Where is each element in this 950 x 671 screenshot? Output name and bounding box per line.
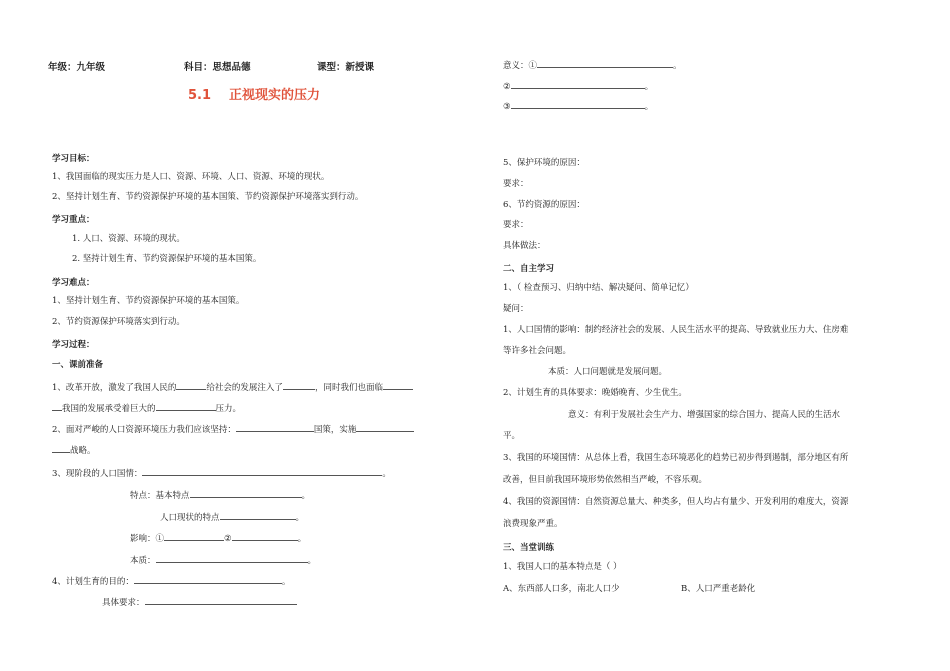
meaning-3-period: 。 bbox=[644, 102, 654, 112]
title-number: 5.1 bbox=[188, 88, 212, 103]
answer-2-line-3: 平。 bbox=[503, 431, 521, 441]
blank-field[interactable] bbox=[176, 380, 206, 390]
blank-field[interactable] bbox=[164, 531, 224, 541]
blank-field[interactable] bbox=[52, 401, 62, 411]
key-point-1: 1. 人口、资源、环境的现状。 bbox=[72, 234, 185, 244]
meaning-2-label: ② bbox=[503, 82, 511, 92]
essence-period: 。 bbox=[307, 556, 317, 566]
impact-2-label: ② bbox=[224, 534, 232, 544]
blank-field[interactable] bbox=[52, 443, 70, 453]
pop-feature-label: 人口现状的特点 bbox=[160, 513, 220, 523]
q2-text-c: 战略。 bbox=[70, 446, 96, 456]
q2-text-b: 国策，实施 bbox=[313, 425, 357, 435]
method-label: 具体做法： bbox=[503, 241, 546, 251]
self-study-heading: 二、自主学习 bbox=[503, 264, 555, 274]
question-6: 6、节约资源的原因： bbox=[503, 200, 585, 210]
blank-field[interactable] bbox=[134, 574, 282, 584]
blank-field[interactable] bbox=[145, 595, 297, 605]
option-a[interactable]: A、东西部人口多，南北人口少 bbox=[503, 584, 620, 594]
answer-1-line-3: 本质：人口问题就是发展问题。 bbox=[548, 367, 668, 377]
answer-4-line-1: 4、我国的资源国情：自然资源总量大、种类多，但人均占有量少、开发利用的难度大，资源 bbox=[503, 497, 849, 507]
specific-req-label: 具体要求： bbox=[102, 598, 145, 608]
question-5: 5、保护环境的原因： bbox=[503, 158, 585, 168]
feature-line bbox=[130, 488, 310, 502]
question-4 bbox=[52, 574, 290, 588]
pop-feature-period: 。 bbox=[295, 513, 305, 523]
meaning-line-3 bbox=[503, 99, 653, 113]
blank-field[interactable] bbox=[156, 401, 216, 411]
blank-field[interactable] bbox=[511, 79, 645, 89]
goal-2: 2、坚持计划生育、节约资源保护环境的基本国策、节约资源保护环境落实到行动。 bbox=[52, 192, 364, 202]
title-text: 正视现实的压力 bbox=[229, 88, 321, 103]
essence-line bbox=[130, 553, 316, 567]
goals-heading: 学习目标： bbox=[52, 154, 95, 164]
blank-field[interactable] bbox=[142, 466, 382, 476]
answer-4-line-2: 浪费现象严重。 bbox=[503, 519, 563, 529]
meaning-line-2 bbox=[503, 79, 653, 93]
blank-field[interactable] bbox=[220, 510, 296, 520]
subject-label: 科目：思想品德 bbox=[184, 62, 251, 73]
blank-field[interactable] bbox=[511, 99, 645, 109]
answer-1-line-2: 等许多社会问题。 bbox=[503, 346, 572, 356]
question-3 bbox=[52, 466, 391, 480]
process-heading: 学习过程： bbox=[52, 340, 95, 350]
specific-requirements-line bbox=[102, 595, 297, 609]
impact-period: 。 bbox=[297, 534, 307, 544]
q1-text-c: ，同时我们也面临 bbox=[314, 383, 383, 393]
blank-field[interactable] bbox=[537, 58, 673, 68]
key-points-heading: 学习重点： bbox=[52, 215, 95, 225]
q1-text-d: 我国的发展承受着巨大的 bbox=[62, 404, 156, 414]
q4-text-a: 4、计划生育的目的： bbox=[52, 577, 134, 587]
doubt-label: 疑问： bbox=[503, 304, 529, 314]
answer-3-line-1: 3、我国的环境国情：从总体上看，我国生态环境恶化的趋势已初步得到遏制，部分地区有所 bbox=[503, 453, 849, 463]
answer-3-line-2: 改善，但目前我国环境形势依然相当严峻，不容乐观。 bbox=[503, 475, 708, 485]
q2-text-a: 2、面对严峻的人口资源环境压力我们应该坚持： bbox=[52, 425, 236, 435]
meaning-1-period: 。 bbox=[673, 61, 682, 71]
key-point-2: 2. 坚持计划生育、节约资源保护环境的基本国策。 bbox=[72, 254, 262, 264]
q4-text-b: 。 bbox=[281, 577, 291, 587]
difficulty-1: 1、坚持计划生育、节约资源保护环境的基本国策。 bbox=[52, 296, 245, 306]
blank-field[interactable] bbox=[283, 380, 315, 390]
difficulty-2: 2、节约资源保护环境落实到行动。 bbox=[52, 317, 185, 327]
impact-label: 影响：① bbox=[130, 534, 165, 544]
blank-field[interactable] bbox=[383, 380, 413, 390]
pop-feature-line bbox=[160, 510, 304, 524]
feature-label: 特点：基本特点 bbox=[130, 491, 190, 501]
q1-text-e: 压力。 bbox=[215, 404, 242, 414]
self-study-item-1: 1、（ 检查预习、归纳中结、解决疑问、简单记忆） bbox=[503, 283, 694, 293]
answer-1-line-1: 1、人口国情的影响：制约经济社会的发展、人民生活水平的提高、导致就业压力大、住房难 bbox=[503, 325, 849, 335]
answer-2-line-2: 意义：有利于发展社会生产力、增强国家的综合国力、提高人民的生活水 bbox=[568, 410, 841, 420]
meaning-1-label: 意义：① bbox=[503, 61, 538, 71]
goal-1: 1、我国面临的现实压力是人口、资源、环境、人口、资源、环境的现状。 bbox=[52, 172, 330, 182]
blank-field[interactable] bbox=[190, 488, 302, 498]
answer-2-line-1: 2、计划生育的具体要求：晚婚晚育、少生优生。 bbox=[503, 388, 687, 398]
q3-text-b: 。 bbox=[382, 469, 391, 479]
grade-label: 年级：九年级 bbox=[48, 62, 106, 73]
blank-field[interactable] bbox=[356, 422, 414, 432]
q1-text-a: 1、改革开放，激发了我国人民的 bbox=[52, 383, 177, 393]
meaning-2-period: 。 bbox=[644, 82, 654, 92]
prep-heading: 一、课前准备 bbox=[52, 360, 104, 370]
question-1-line-2 bbox=[52, 401, 241, 415]
essence-label: 本质： bbox=[130, 556, 156, 566]
q3-text-a: 3、现阶段的人口国情： bbox=[52, 469, 143, 479]
q1-text-b: 给社会的发展注入了 bbox=[206, 383, 283, 393]
blank-field[interactable] bbox=[232, 531, 298, 541]
requirement-label-1: 要求： bbox=[503, 179, 529, 189]
training-question-1: 1、我国人口的基本特点是（ ） bbox=[503, 562, 622, 572]
blank-field[interactable] bbox=[236, 422, 314, 432]
page-title bbox=[188, 84, 320, 103]
question-1-line-1 bbox=[52, 380, 413, 394]
difficulties-heading: 学习难点： bbox=[52, 278, 95, 288]
training-heading: 三、当堂训练 bbox=[503, 543, 555, 553]
blank-field[interactable] bbox=[156, 553, 308, 563]
feature-period: 。 bbox=[301, 491, 311, 501]
meaning-line-1 bbox=[503, 58, 682, 72]
impact-line bbox=[130, 531, 306, 545]
question-2-line-2 bbox=[52, 443, 96, 457]
requirement-label-2: 要求： bbox=[503, 220, 529, 230]
question-2-line-1 bbox=[52, 422, 414, 436]
lesson-type-label: 课型：新授课 bbox=[317, 62, 375, 73]
meaning-3-label: ③ bbox=[503, 102, 511, 112]
option-b[interactable]: B、人口严重老龄化 bbox=[681, 584, 756, 594]
